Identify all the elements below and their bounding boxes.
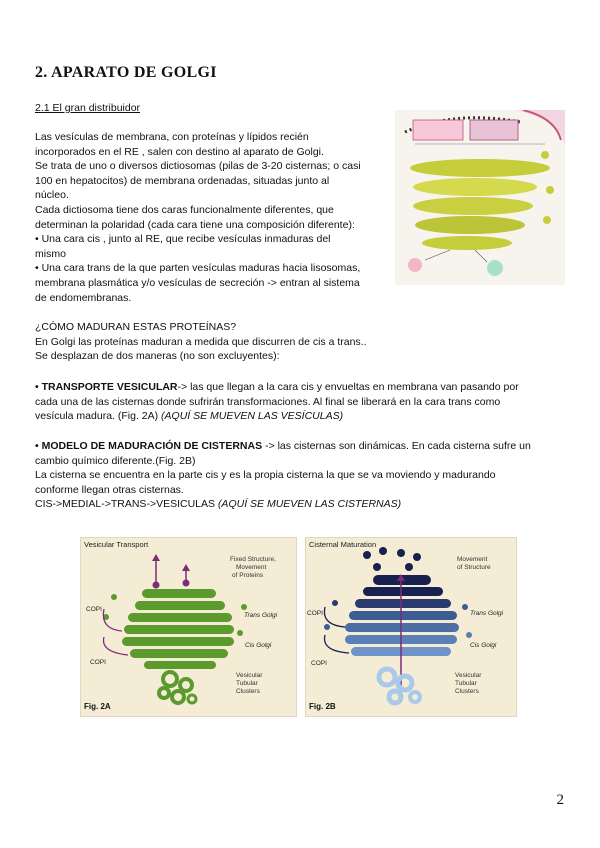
figure-2a bbox=[80, 537, 297, 717]
fig2b-vtc-label: Vesicular bbox=[455, 672, 482, 679]
transport-line: vesícula madura. (Fig. 2A) bbox=[35, 410, 162, 423]
intro-line: Se trata de uno o diversos dictiosomas (pilas de 3-20 cisternas; o casi bbox=[35, 160, 361, 173]
fig2a-vtc-label: Tubular bbox=[236, 680, 258, 687]
fig2b-vtc-label: Tubular bbox=[455, 680, 477, 687]
intro-line: núcleo. bbox=[35, 189, 69, 202]
fig2b-cis-label: Cis Golgi bbox=[470, 642, 497, 649]
question-line: En Golgi las proteínas maduran a medida que discurren de cis a trans.. bbox=[35, 335, 367, 348]
fig2a-note: of Proteins bbox=[232, 572, 264, 579]
intro-line: 100 en hepatocitos) de membrana ordenadas, situadas junto al bbox=[35, 174, 330, 187]
fig2b-copi-label: COPI bbox=[311, 660, 327, 667]
question-line: Se desplazan de dos maneras (no son excluyentes): bbox=[35, 350, 280, 363]
cisternal-maturation-label: • MODELO DE MADURACIÓN DE CISTERNAS bbox=[35, 440, 263, 452]
intro-paragraph bbox=[35, 130, 390, 305]
maturation-line: -> las cisternas son dinámicas. En cada cisterna sufre un bbox=[262, 440, 531, 452]
intro-line: determinan la polaridad (cada cara tiene una composición diferente): bbox=[35, 218, 355, 231]
subsection-heading: 2.1 El gran distribuidor bbox=[35, 102, 141, 114]
fig2a-vtc-label: Clusters bbox=[236, 688, 260, 695]
vesicular-transport-paragraph bbox=[35, 380, 565, 424]
maturation-line: cambio químico diferente.(Fig. 2B) bbox=[35, 454, 196, 467]
fig2b-trans-label: Trans Golgi bbox=[470, 610, 504, 617]
question-paragraph bbox=[35, 320, 555, 364]
fig2b-caption: Fig. 2B bbox=[309, 702, 336, 711]
fig2a-note: Fixed Structure, bbox=[230, 556, 276, 563]
fig2a-copi-label: COPI bbox=[86, 606, 102, 613]
fig2b-note: of Structure bbox=[457, 564, 491, 571]
fig2b-note: Movement bbox=[457, 556, 488, 563]
intro-line: mismo bbox=[35, 247, 66, 260]
figure-2b bbox=[305, 537, 517, 717]
maturation-line: La cisterna se encuentra en la parte cis y es la propia cisterna la que se va moviendo y madurando bbox=[35, 469, 496, 482]
intro-line: • Una cara cis , junto al RE, que recibe vesículas inmaduras del bbox=[35, 233, 331, 246]
fig2b-copi-label: COPI bbox=[307, 610, 323, 617]
intro-line: de endomembranas. bbox=[35, 291, 132, 304]
intro-line: Las vesículas de membrana, con proteínas y lípidos recién bbox=[35, 131, 309, 143]
intro-line: incorporados en el RE , salen con destino al aparato de Golgi. bbox=[35, 145, 324, 158]
vesicular-transport-label: • TRANSPORTE VESICULAR bbox=[35, 381, 178, 393]
transport-note: (AQUÍ SE MUEVEN LAS VESÍCULAS) bbox=[161, 410, 344, 423]
fig2a-copi-label: COPI bbox=[90, 659, 106, 666]
fig2a-title: Vesicular Transport bbox=[84, 540, 149, 549]
cisternal-maturation-paragraph bbox=[35, 439, 565, 512]
fig2a-vtc-label: Vesicular bbox=[236, 672, 263, 679]
section-heading: 2. APARATO DE GOLGI bbox=[35, 64, 217, 81]
intro-line: membrana plasmática y/o vesículas de secreción -> entran al sistema bbox=[35, 276, 360, 289]
fig2a-cis-label: Cis Golgi bbox=[245, 642, 272, 649]
fig2b-vtc-label: Clusters bbox=[455, 688, 479, 695]
fig2b-title: Cisternal Maturation bbox=[309, 540, 377, 549]
maturation-line: conforme llegan otras cisternas. bbox=[35, 483, 184, 496]
transport-line: cada una de las cisternas donde sufrirán transformaciones. Al final se liberará en la cara trans como bbox=[35, 395, 501, 408]
fig2a-note: Movement bbox=[236, 564, 267, 571]
maturation-line: CIS->MEDIAL->TRANS->VESICULAS bbox=[35, 498, 218, 511]
fig2a-trans-label: Trans Golgi bbox=[244, 612, 278, 619]
intro-line: Cada dictiosoma tiene dos caras funcionalmente diferentes, que bbox=[35, 203, 334, 216]
maturation-note: (AQUÍ SE MUEVEN LAS CISTERNAS) bbox=[217, 498, 402, 511]
intro-line: • Una cara trans de la que parten vesículas maduras hacia lisosomas, bbox=[35, 262, 361, 275]
page-number: 2 bbox=[556, 792, 564, 808]
fig2a-caption: Fig. 2A bbox=[84, 702, 111, 711]
question-line: ¿CÓMO MADURAN ESTAS PROTEÍNAS? bbox=[35, 321, 237, 333]
transport-line: -> las que llegan a la cara cis y envueltas en membrana van pasando por bbox=[177, 381, 519, 393]
golgi-illustration bbox=[395, 110, 565, 285]
